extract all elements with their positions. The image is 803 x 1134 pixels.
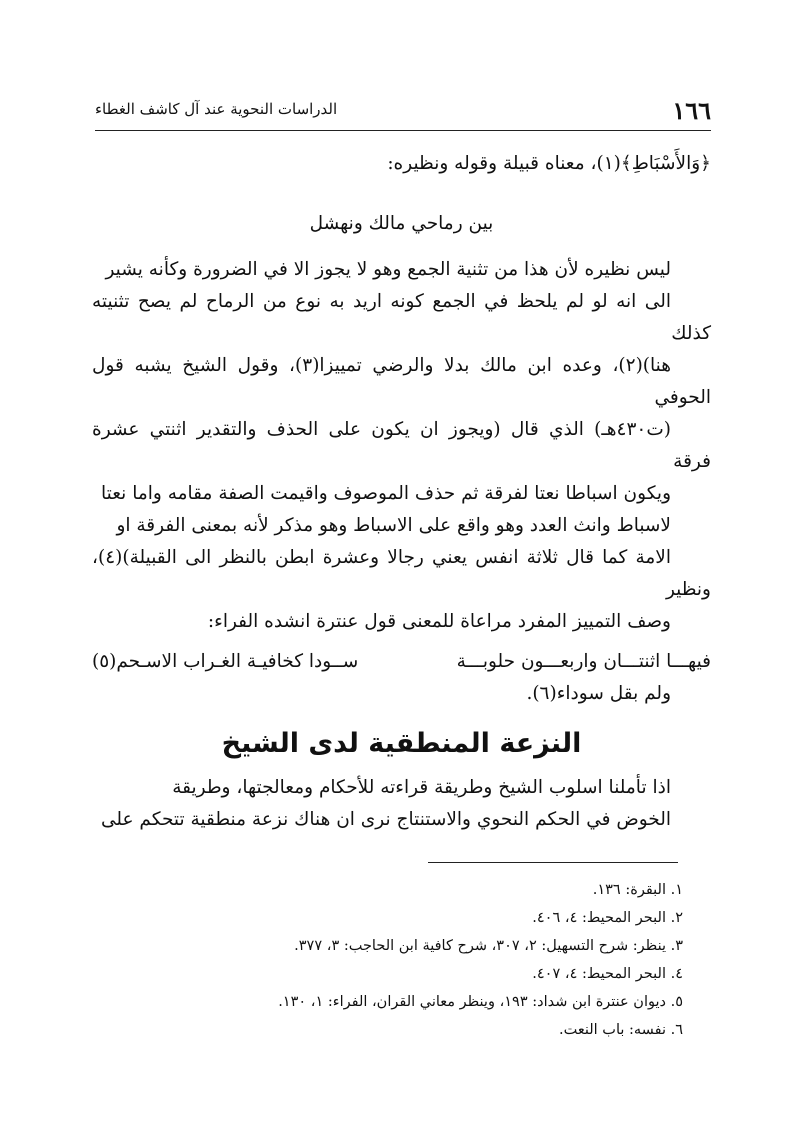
footnote-item: ٤. البحر المحيط: ٤، ٤٠٧.: [532, 966, 683, 982]
paragraph-line: اذا تأملنا اسلوب الشيخ وطريقة قراءته للأحكام ومعالجتها، وطريقة: [172, 777, 671, 798]
paragraph-line: الامة كما قال ثلاثة انفس يعني رجالا وعشرة ابطن بالنظر الى القبيلة)(٤)، ونظير: [92, 547, 711, 600]
footnote-item: ٣. ينظر: شرح التسهيل: ٢، ٣٠٧، شرح كافية ابن الحاجب: ٣، ٣٧٧.: [294, 938, 683, 954]
paragraph-line: ليس نظيره لأن هذا من تثنية الجمع وهو لا يجوز الا في الضرورة وكأنه يشير: [105, 259, 671, 280]
running-title: الدراسات النحوية عند آل كاشف الغطاء: [95, 100, 338, 118]
body-text: [92, 148, 711, 836]
poem-verse: [92, 646, 711, 678]
verse-fragment: بين رماحي مالك ونهشل: [309, 213, 494, 234]
page-header: [95, 96, 711, 124]
section-heading: النزعة المنطقية لدى الشيخ: [221, 728, 582, 759]
header-rule: [95, 130, 711, 131]
paragraph-line: وصف التمييز المفرد مراعاة للمعنى قول عنترة انشده الفراء:: [207, 611, 671, 632]
footnote-item: ٦. نفسه: باب النعت.: [559, 1022, 683, 1038]
paragraph-line: هنا)(٢)، وعده ابن مالك بدلا والرضي تمييزا(٣)، وقول الشيخ يشبه قول الحوفي: [92, 355, 711, 408]
footnotes: [92, 876, 683, 1044]
footnote-item: ٥. ديوان عنترة ابن شداد: ١٩٣، وينظر معاني القران، الفراء: ١، ١٣٠.: [278, 994, 683, 1010]
poem-first-hemistich: فيهـــا اثنتـــان واربعـــون حلوبـــة: [456, 651, 711, 672]
page-number: ١٦٦: [672, 96, 711, 125]
footnote-item: ٢. البحر المحيط: ٤، ٤٠٦.: [532, 910, 683, 926]
paragraph-line: لاسباط وانث العدد وهو واقع على الاسباط وهو مذكر لأنه بمعنى الفرقة او: [116, 515, 671, 536]
paragraph-line: الى انه لو لم يلحظ في الجمع كونه اريد به نوع من الرماح لم يصح تثنيته كذلك: [92, 291, 711, 344]
quran-citation-line: ﴿وَالأَسْبَاطِ﴾(١)، معناه قبيلة وقوله ونظيره:: [387, 153, 711, 174]
paragraph-line: ويكون اسباطا نعتا لفرقة ثم حذف الموصوف واقيمت الصفة مقامه واما نعتا: [101, 483, 671, 504]
paragraph-1: [92, 254, 711, 638]
after-poem-line: ولم بقل سوداء(٦).: [526, 683, 671, 704]
paragraph-line: (ت٤٣٠هـ) الذي قال (ويجوز ان يكون على الحذف والتقدير اثنتي عشرة فرقة: [92, 419, 711, 472]
poem-second-hemistich: ســودا كخافيـة الغـراب الاسـحم(٥): [92, 651, 359, 672]
paragraph-line: الخوض في الحكم النحوي والاستنتاج نرى ان هناك نزعة منطقية تتحكم على: [100, 809, 671, 830]
footnote-rule: [428, 862, 678, 863]
paragraph-2: [92, 772, 711, 836]
footnote-item: ١. البقرة: ١٣٦.: [592, 882, 683, 898]
